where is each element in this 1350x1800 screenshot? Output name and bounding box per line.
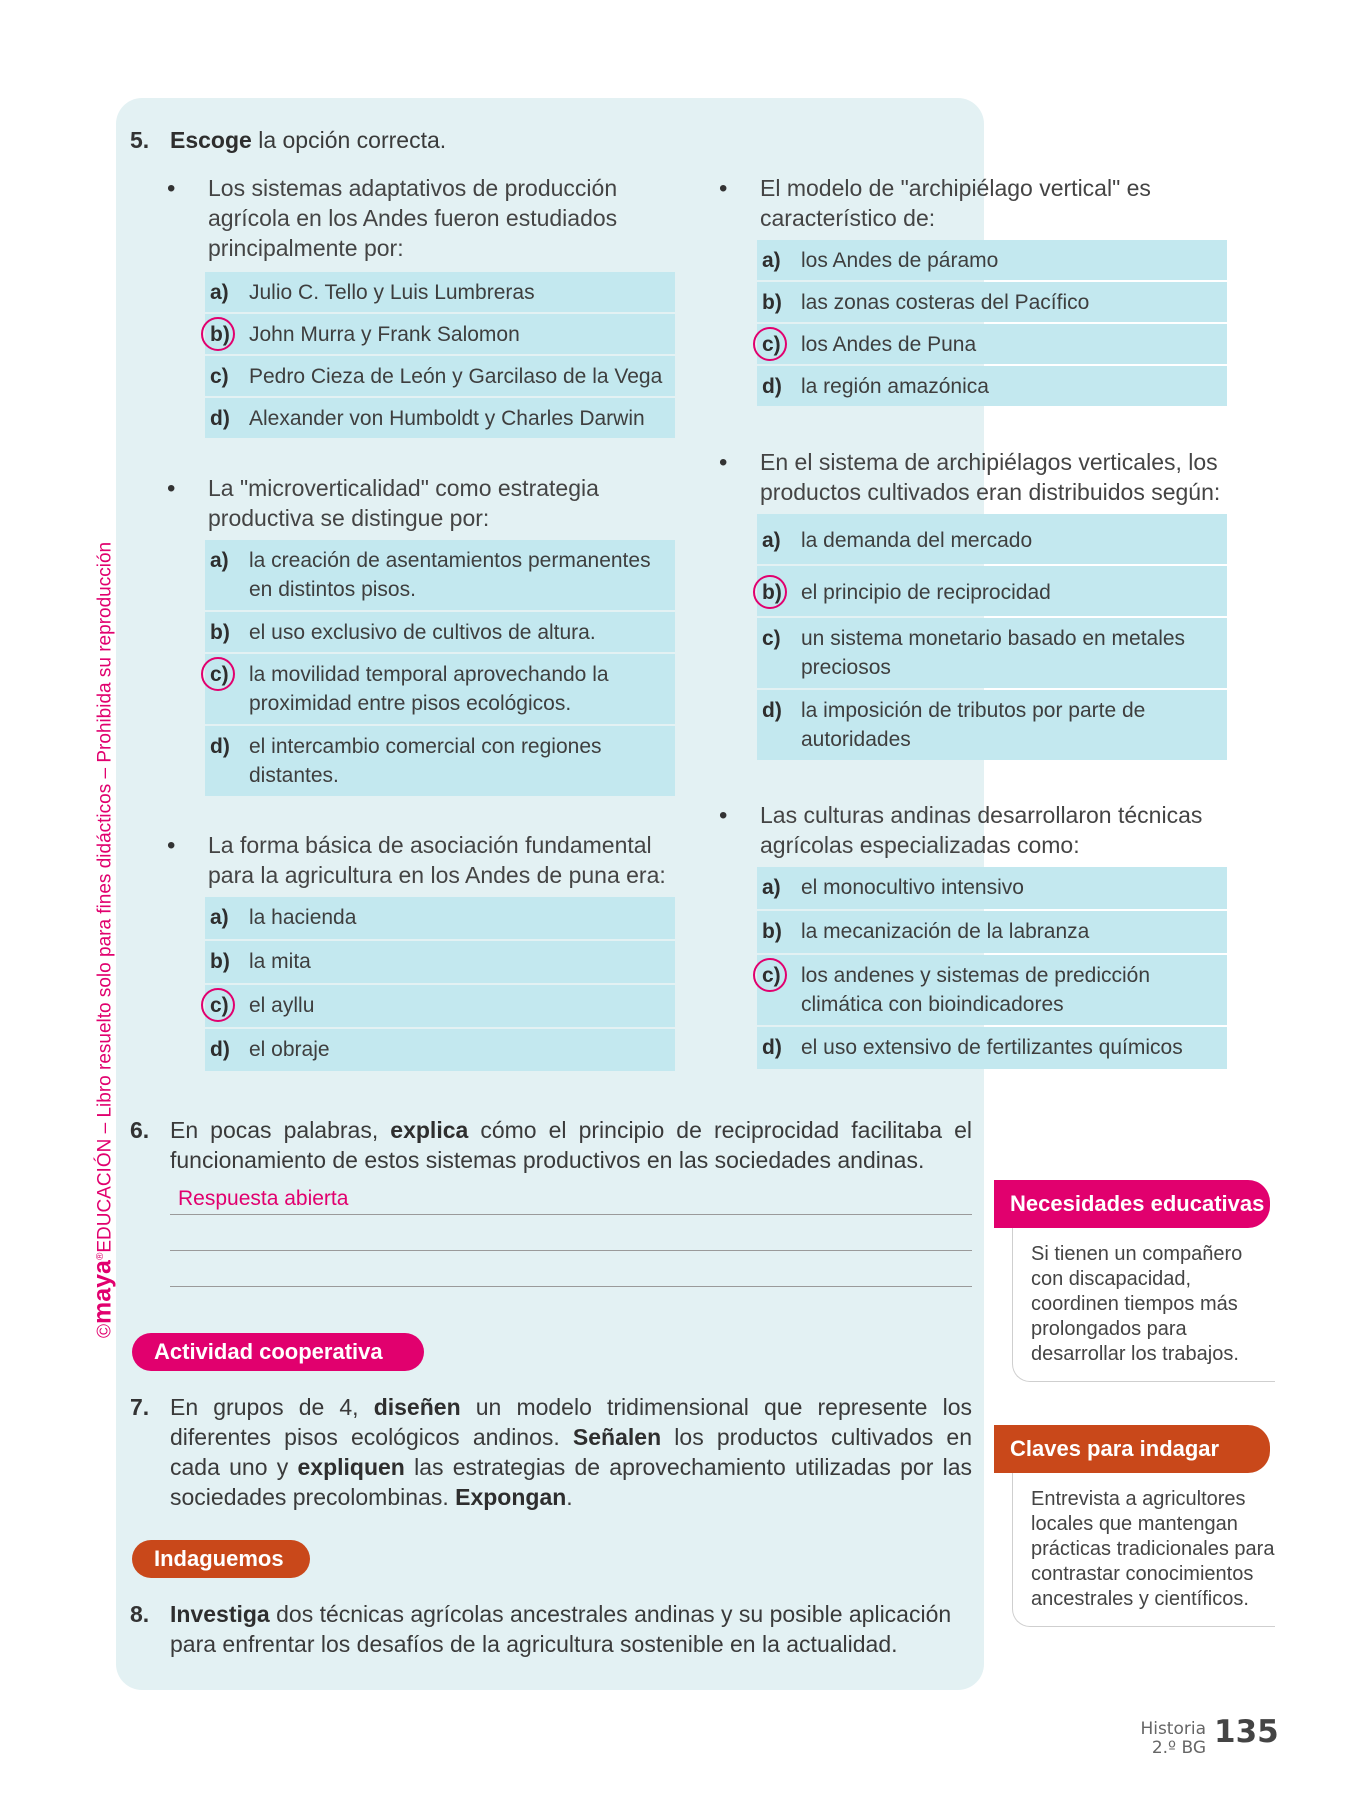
question-8-rest: dos técnicas agrícolas ancestrales andinas y su posible aplicación para enfrentar los desafíos de la agricultura sostenible en la actualidad. [170, 1601, 952, 1657]
question-8-verb: Investiga [170, 1601, 270, 1627]
option-text: la creación de asentamientos permanentes en distintos pisos. [249, 549, 651, 601]
option-text: la demanda del mercado [801, 529, 1033, 552]
question-5-item-1-stem: Los sistemas adaptativos de producción agrícola en los Andes fueron estudiados principalmente por: [208, 175, 618, 261]
selected-answer-circle [201, 657, 235, 691]
option-1-b[interactable] [205, 314, 675, 354]
option-3-c[interactable] [205, 985, 675, 1027]
option-2-a[interactable] [205, 540, 675, 610]
question-5-number: 5. [130, 127, 150, 153]
option-2-c[interactable] [205, 654, 675, 724]
footer-subject-name: Historia [1140, 1719, 1206, 1739]
option-text: el obraje [249, 1038, 330, 1061]
option-text: el ayllu [249, 994, 315, 1017]
option-1-d[interactable] [205, 398, 675, 438]
selected-answer-circle [753, 958, 787, 992]
option-letter: b) [762, 291, 782, 314]
page-number: 135 [1214, 1714, 1279, 1750]
option-letter: d) [762, 699, 782, 722]
option-text: las zonas costeras del Pacífico [801, 291, 1090, 314]
option-letter: b) [210, 323, 230, 346]
item-bullet: • [167, 175, 176, 202]
option-text: los Andes de páramo [801, 249, 999, 272]
question-7-number: 7. [130, 1394, 150, 1420]
option-text: el monocultivo intensivo [801, 876, 1024, 899]
copyright-text: EDUCACIÓN – Libro resuelto solo para fines didácticos – Prohibida su reproducción [94, 541, 116, 1253]
option-4-a[interactable] [757, 240, 1227, 280]
question-6-answer[interactable]: Respuesta abierta [178, 1187, 349, 1210]
option-text: el uso extensivo de fertilizantes químicos [801, 1036, 1183, 1059]
option-text: la mecanización de la labranza [801, 920, 1090, 943]
option-4-b[interactable] [757, 282, 1227, 322]
question-5-prompt [170, 125, 770, 155]
selected-answer-circle [753, 327, 787, 361]
question-6-prompt [170, 1115, 972, 1175]
selected-answer-circle [201, 317, 235, 351]
question-5-item-5-stem: En el sistema de archipiélagos verticales, los productos cultivados eran distribuidos según: [760, 449, 1221, 505]
option-text: la región amazónica [801, 375, 989, 398]
option-text: el intercambio comercial con regiones distantes. [249, 735, 602, 787]
question-6-verb: explica [390, 1117, 469, 1143]
indaguemos-label: Indaguemos [132, 1540, 310, 1578]
option-1-c[interactable] [205, 356, 675, 396]
necesidades-educativas-text: Si tienen un compañero con discapacidad, coordinen tiempos más prolongados para desarrollar los trabajos. [1012, 1228, 1275, 1382]
question-5-item-2-stem: La "microverticalidad" como estrategia productiva se distingue por: [208, 475, 599, 531]
claves-para-indagar-title: Claves para indagar [994, 1425, 1270, 1473]
item-bullet: • [167, 832, 176, 859]
option-text: los andenes y sistemas de predicción climática con bioindicadores [801, 964, 1151, 1016]
question-7-verb-1: diseñen [373, 1394, 461, 1420]
option-6-c[interactable] [757, 955, 1227, 1025]
question-5-rest: la opción correcta. [251, 127, 447, 153]
question-5-item-6-stem: Las culturas andinas desarrollaron técnicas agrícolas especializadas como: [760, 802, 1203, 858]
selected-answer-circle [753, 575, 787, 609]
item-bullet: • [167, 475, 176, 502]
option-text: Alexander von Humboldt y Charles Darwin [249, 407, 645, 430]
option-letter: c) [210, 994, 229, 1017]
option-5-b[interactable] [757, 566, 1227, 616]
option-letter: c) [762, 627, 781, 650]
question-8-number: 8. [130, 1601, 150, 1627]
option-text: la imposición de tributos por parte de autoridades [801, 699, 1146, 751]
option-letter: b) [762, 920, 782, 943]
option-letter: b) [210, 621, 230, 644]
option-letter: c) [762, 964, 781, 987]
option-letter: b) [762, 581, 782, 604]
option-text: la mita [249, 950, 311, 973]
question-7-verb-3: expliquen [297, 1454, 405, 1480]
option-letter: d) [210, 407, 230, 430]
necesidades-educativas-title: Necesidades educativas [994, 1180, 1270, 1228]
question-7-verb-2: Señalen [572, 1424, 662, 1450]
answer-line-2[interactable] [170, 1250, 972, 1251]
registered-symbol: ® [95, 1252, 106, 1261]
question-7-text-3: los productos cultivados en cada uno y [170, 1424, 972, 1480]
footer-subject [1126, 1720, 1206, 1758]
answer-line-3[interactable] [170, 1286, 972, 1287]
footer-grade: 2.º BG [1151, 1738, 1206, 1758]
option-5-a[interactable] [757, 514, 1227, 564]
item-bullet: • [719, 175, 728, 202]
option-letter: d) [762, 1036, 782, 1059]
option-6-b[interactable] [757, 911, 1227, 953]
option-letter: a) [210, 549, 229, 572]
option-5-c[interactable] [757, 618, 1227, 688]
option-letter: c) [762, 333, 781, 356]
option-1-a[interactable] [205, 272, 675, 312]
question-5-item-3-stem: La forma básica de asociación fundamental para la agricultura en los Andes de puna era: [208, 832, 666, 888]
question-7-prompt [170, 1392, 972, 1512]
option-text: los Andes de Puna [801, 333, 977, 356]
option-letter: b) [210, 950, 230, 973]
option-4-c[interactable] [757, 324, 1227, 364]
option-letter: a) [762, 529, 781, 552]
option-6-a[interactable] [757, 867, 1227, 909]
question-6-number: 6. [130, 1117, 150, 1143]
option-text: el principio de reciprocidad [801, 581, 1051, 604]
maya-logo: maya [88, 1260, 117, 1324]
option-letter: d) [210, 1038, 230, 1061]
question-7-verb-4: Expongan [455, 1484, 567, 1510]
question-7-text-1: En grupos de 4, [170, 1394, 374, 1420]
question-6-post: cómo el principio de reciprocidad facilitaba el funcionamiento de estos sistemas productivos en las sociedades andinas. [170, 1117, 973, 1173]
option-letter: a) [762, 876, 781, 899]
option-text: Pedro Cieza de León y Garcilaso de la Vega [249, 365, 663, 388]
option-text: un sistema monetario basado en metales preciosos [801, 627, 1186, 679]
question-7-text-4: las estrategias de aprovechamiento utilizadas por las sociedades precolombinas. [170, 1454, 972, 1510]
option-5-d[interactable] [757, 690, 1227, 760]
option-text: John Murra y Frank Salomon [249, 323, 520, 346]
option-3-a[interactable] [205, 897, 675, 939]
option-text: el uso exclusivo de cultivos de altura. [249, 621, 596, 644]
item-bullet: • [719, 802, 728, 829]
question-8-prompt [170, 1599, 976, 1659]
option-2-d[interactable] [205, 726, 675, 796]
option-text: la movilidad temporal aprovechando la proximidad entre pisos ecológicos. [249, 663, 609, 715]
question-5-verb: Escoge [170, 127, 252, 153]
option-3-b[interactable] [205, 941, 675, 983]
question-6-pre: En pocas palabras, [170, 1117, 391, 1143]
copyright-symbol: © [94, 1324, 116, 1338]
option-6-d[interactable] [757, 1027, 1227, 1069]
option-3-d[interactable] [205, 1029, 675, 1071]
item-bullet: • [719, 449, 728, 476]
option-text: la hacienda [249, 906, 357, 929]
option-letter: d) [210, 735, 230, 758]
selected-answer-circle [201, 988, 235, 1022]
option-letter: d) [762, 375, 782, 398]
copyright-vertical-note [86, 478, 116, 1338]
option-letter: a) [210, 906, 229, 929]
actividad-cooperativa-label: Actividad cooperativa [132, 1333, 424, 1371]
claves-para-indagar-text: Entrevista a agricultores locales que mantengan prácticas tradicionales para contrastar conocimientos ancestrales y científicos. [1012, 1473, 1275, 1627]
option-2-b[interactable] [205, 612, 675, 652]
question-7-text-2: un modelo tridimensional que represente los diferentes pisos ecológicos andinos. [170, 1394, 972, 1450]
option-letter: a) [210, 281, 229, 304]
option-letter: a) [762, 249, 781, 272]
option-4-d[interactable] [757, 366, 1227, 406]
option-text: Julio C. Tello y Luis Lumbreras [249, 281, 535, 304]
answer-line-1[interactable] [170, 1214, 972, 1215]
option-letter: c) [210, 663, 229, 686]
question-5-item-4-stem: El modelo de "archipiélago vertical" es característico de: [760, 175, 1151, 231]
question-7-text-5: . [566, 1484, 573, 1510]
option-letter: c) [210, 365, 229, 388]
